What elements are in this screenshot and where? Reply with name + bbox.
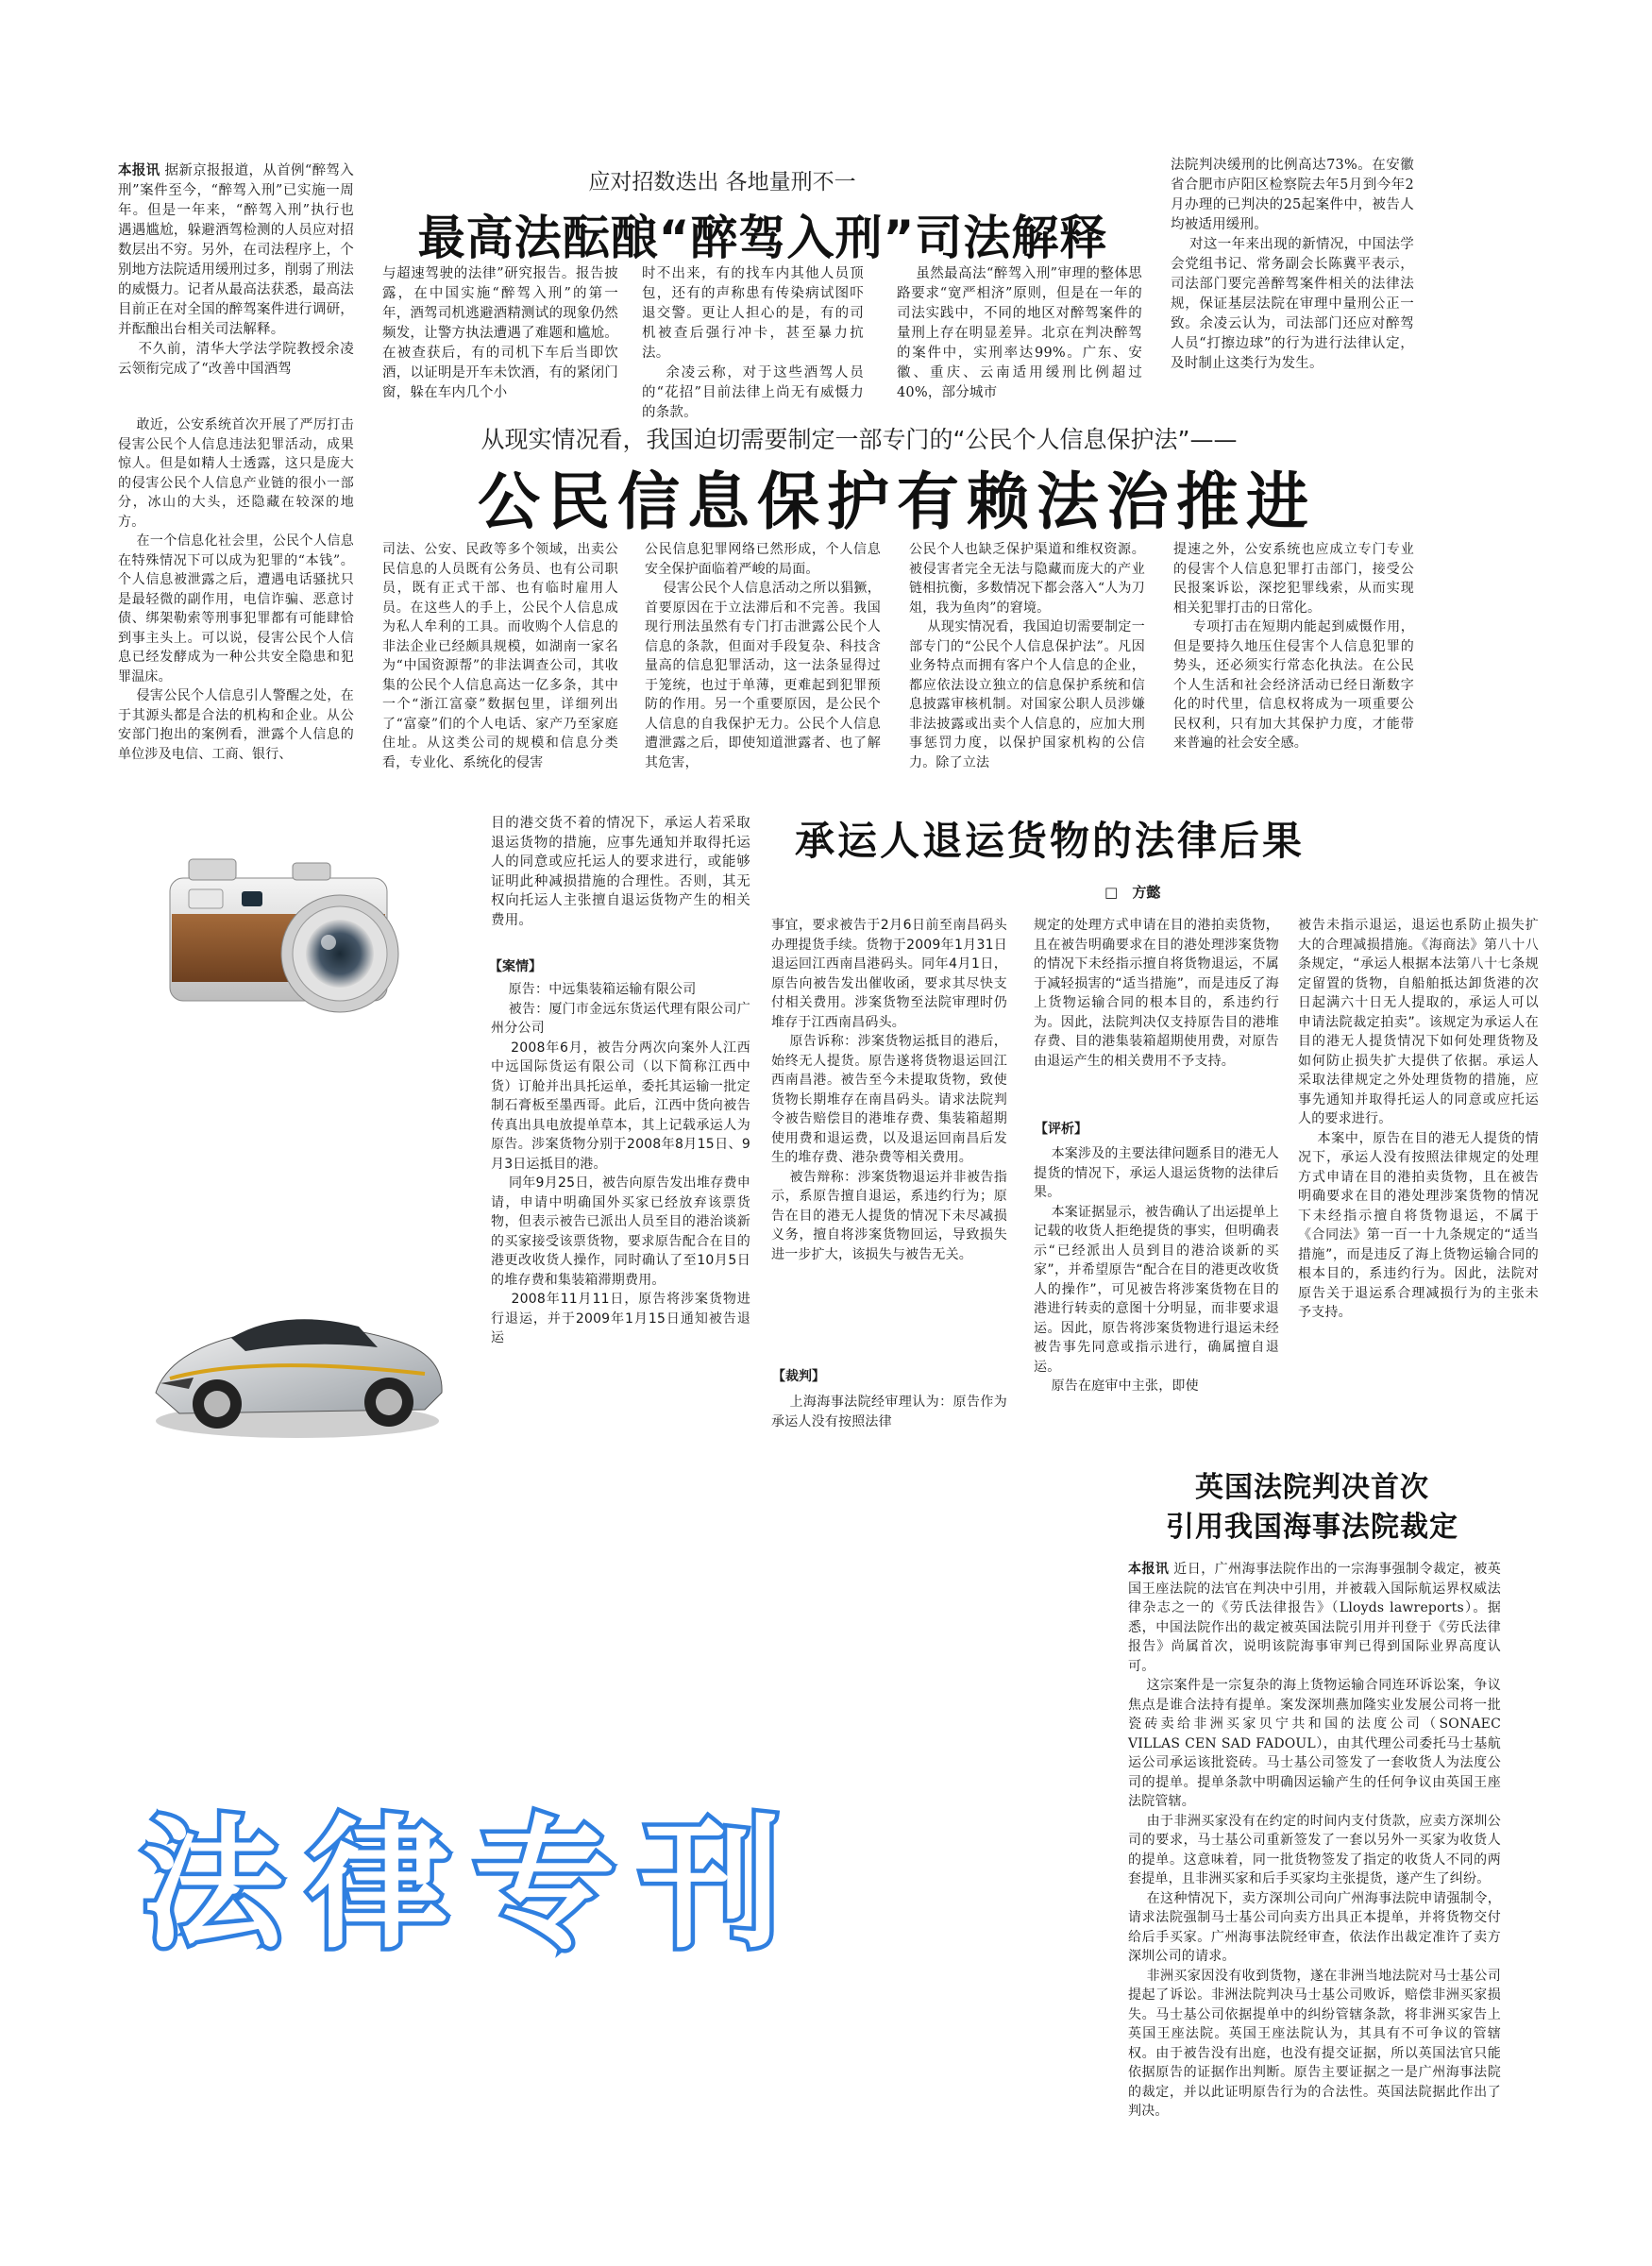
article3-headline: 承运人退运货物的法律后果 [795, 818, 1306, 864]
article1-col1-text: 据新京报报道，从首例“醉驾入刑”案件至今，“醉驾入刑”已实施一周年。但是一年来，“醉驾入刑”执行也遇遇尴尬，躲避酒驾检测的人员应对招数层出不穷。另外，在司法程序上，个别地方法院适用缓刑过多，削弱了刑法的威慑力。记者从最高法获悉，最高法目前正在对全国的醉驾案件进行调研，并酝酿出台相关司法解释。 不久前，清华大学法学院教授余凌云领衔完成了“改善中国酒驾 [118, 163, 355, 377]
article1-col5: 法院判决缓刑的比例高达73%。在安徽省合肥市庐阳区检察院去年5月到今年2月办理的已判决的25起案件中，被告人均被适用缓刑。 对这一年来出现的新情况，中国法学会党组书记、常务副会长陈冀平表示，司法部门要完善醉驾案件相关的法律法规，保证基层法院在审理中量刑公正一致。余凌云认为，司法部门还应对醉驾人员“打擦边球”的行为进行法律认定，及时制止这类行为发生。 [1171, 158, 1414, 371]
article4-headline-line2: 引用我国海事法院裁定 [1166, 1511, 1458, 1544]
article1-kicker: 应对招数迭出 各地量刑不一 [588, 170, 856, 194]
article2-col1: 敢近，公安系统首次开展了严厉打击侵害公民个人信息违法犯罪活动，成果惊人。但是如精人士透露，这只是庞大的侵害公民个人信息产业链的很小一部分，冰山的大头，还隐藏在较深的地方。 在一个信息化社会里，公民个人信息在特殊情况下可以成为犯罪的“本钱”。个人信息被泄露之后，遭遇电话骚扰只是最轻微的副作用，电信诈骗、恶意讨债、绑架勒索等刑事犯罪都有可能肆恰到事主头上。可以说，侵害公民个人信息已经发酵成为一种公共安全隐患和犯罪温床。 侵害公民个人信息引人警醒之处，在于其源头都是合法的机构和企业。从公安部门抱出的案例看，泄露个人信息的单位涉及电信、工商、银行、 [118, 417, 354, 762]
article3-byline-name: 方懿 [1132, 884, 1161, 901]
article3-col3b: 本案涉及的主要法律问题系目的港无人提货的情况下，承运人退运货物的法律后果。 本案证据显示，被告确认了出运提单上记载的收货人拒绝提货的事实，但明确表示“已经派出人员到目的港洽谈新的买家”，并希望原告“配合在目的港更改收货人的操作”，可见被告将涉案货物在目的港进行转卖的意图十分明显，而非要求退运。因此，原告将涉案货物进行退运未经被告事先同意或指示进行，确属擅自退运。 原告在庭审中主张，即使 [1034, 1146, 1280, 1394]
article2-col4: 公民个人也缺乏保护渠道和维权资源。被侵害者完全无法与隐藏而庞大的产业链相抗衡，多数情况下都会落入“人为刀俎，我为鱼肉”的窘境。 从现实情况看，我国迫切需要制定一部专门的“公民个人信息保护法”。凡因业务特点而拥有客户个人信息的企业，都应依法设立独立的信息保护系统和信息披露审核机制。对国家公职人员涉嫌非法披露或出卖个人信息的，应加大刑事惩罚力度，以保护国家机构的公信力。除了立法 [909, 542, 1145, 770]
article3-col3: 规定的处理方式申请在目的港拍卖货物，且在被告明确要求在目的港处理涉案货物的情况下未经指示擅自将货物退运，不属于减轻损害的“适当措施”，而是违反了海上货物运输合同的根本目的，系违约行为。因此，法院判决仅支持原告目的港堆存费、目的港集装箱超期使用费，对原告由退运产生的相关费用不予支持。 [1034, 918, 1279, 1069]
article1-col1 [118, 161, 354, 408]
article4-body-text: 近日，广州海事法院作出的一宗海事强制令裁定，被英国王座法院的法官在判决中引用，并被载入国际航运界权威法律杂志之一的《劳氏法律报告》（Lloyds lawreports）。据悉，中国法院作出的裁定被英国法院引用并刊登于《劳氏法律报告》尚属首次，说明该院海事审判已得到国际业界高度认可。 这宗案件是一宗复杂的海上货物运输合同连环诉讼案，争议焦点是谁合法持有提单。案发深圳燕加隆实业发展公司将一批瓷砖卖给非洲买家贝宁共和国的法度公司（SONAEC VILLAS CEN SAD FADOUL），由其代理公司委托马士基航运公司承运该批瓷砖。马士基公司签发了一套收货人为法度公司的提单。提单条款中明确因运输产生的任何争议由英国王座法院管辖。 由于非洲买家没有在约定的时间内支付货款，应卖方深圳公司的要求，马士基公司重新签发了一套以另外一买家为收货人的提单。这意味着，同一批货物签发了指定的收货人不同的两套提单，且非洲买家和后手买家均主张提货，遂产生了纠纷。 在这种情况下，卖方深圳公司向广州海事法院申请强制令，请求法院强制马士基公司向卖方出具正本提单，并将货物交付给后手买家。广州海事法院经审查，依法作出裁定准许了卖方深圳公司的请求。 非洲买家因没有收到货物，遂在非洲当地法院对马士基公司提起了诉讼。非洲法院判决马士基公司败诉，赔偿非洲买家损失。马士基公司依据提单中的纠纷管辖条款，将非洲买家告上英国王座法院。英国王座法院认为，其具有不可争议的管辖权。由于被告没有出庭，也没有提交证据，所以英国法官只能依据原告的证据作出判断。原告主要证据之一是广州海事法院的裁定，并以此证明原告行为的合法性。英国法院据此作出了判决。 [1128, 1562, 1501, 2119]
article3-byline [1104, 882, 1160, 902]
article2-kicker: 从现实情况看，我国迫切需要制定一部专门的“公民个人信息保护法”—— [480, 426, 1238, 453]
camera-photo [151, 831, 434, 1034]
article3-tag-case: 【案情】 [489, 959, 542, 974]
article2-col2: 司法、公安、民政等多个领域，出卖公民信息的人员既有公务员、也有公司职员，既有正式干部、也有临时雇用人员。在这些人的手上，公民个人信息成为私人牟利的工具。而收购个人信息的非法企业已经颇具规模，如湖南一家名为“中国资源帮”的非法调查公司，其收集的公民个人信息高达一亿多条，其中一个“浙江富豪”数据包里，详细列出了“富豪”们的个人电话、家产乃至家庭住址。从这类公司的规模和信息分类看，专业化、系统化的侵害 [382, 542, 618, 770]
article2-headline: 公民信息保护有赖法治推进 [478, 465, 1316, 538]
car-photo [142, 1260, 453, 1449]
article1-lead-tag: 本报讯 [118, 162, 160, 178]
article3-tag-comment: 【评析】 [1035, 1122, 1087, 1137]
article1-col3: 时不出来，有的找车内其他人员顶包，还有的声称患有传染病试图吓退交警。更让人担心的是，有的司机被查后强行冲卡，甚至暴力抗法。 余凌云称，对于这些酒驾人员的“花招”目前法律上尚无有威慑力的条款。 [642, 266, 864, 420]
article3-col1: 原告：中远集装箱运输有限公司 被告：厦门市金远东货运代理有限公司广州分公司 2008年6月，被告分两次向案外人江西中远国际货运有限公司（以下简称江西中货）订舱并出具托运单，委托其运输一批定制石膏板至墨西哥。此后，江西中货向被告传真出具电放提单草本，其上记载承运人为原告。涉案货物分别于2008年8月15日、9月3日运抵目的港。 同年9月25日，被告向原告发出堆存费申请，申请中明确国外买家已经放弃该票货物，但表示被告已派出人员至目的港治谈新的买家接受该票货物，要求原告配合在目的港更改收货人操作，同时确认了至10月5日的堆存费和集装箱滞期费用。 2008年11月11日，原告将涉案货物进行退运，并于2009年1月15日通知被告退运 [491, 982, 750, 1345]
article1-headline: 最高法酝酿“醉驾入刑”司法解释 [417, 211, 1108, 265]
article3-intro: 目的港交货不着的情况下，承运人若采取退运货物的措施，应事先通知并取得托运人的同意或应托运人的要求进行，或能够证明此种减损措施的合理性。否则，其无权向托运人主张擅自退运货物产生的相关费用。 [491, 816, 750, 928]
legal-column-banner: 法律专刊 [142, 1803, 807, 1968]
article4-lead-tag: 本报讯 [1128, 1562, 1170, 1577]
article4-headline-line1: 英国法院判决首次 [1195, 1471, 1429, 1504]
article2-col3: 公民信息犯罪网络已然形成，个人信息安全保护面临着严峻的局面。 侵害公民个人信息活动之所以猖獗，首要原因在于立法滞后和不完善。我国现行刑法虽然有专门打击泄露公民个人信息的条款，但面对手段复杂、科技含量高的信息犯罪活动，这一法条显得过于笼统，也过于单薄，更难起到犯罪预防的作用。另一个重要原因，是公民个人信息的自我保护无力。公民个人信息遭泄露之后，即使知道泄露者、也了解其危害， [645, 542, 881, 770]
article1-col2: 与超速驾驶的法律”研究报告。报告披露，在中国实施“醉驾入刑”的第一年，酒驾司机逃避酒精测试的现象仍然频发，让警方执法遭遇了难题和尴尬。在被查获后，有的司机下车后当即饮酒，以证明是开车未饮酒，有的紧闭门窗，躲在车内几个小 [382, 266, 618, 400]
article2-col5: 提速之外，公安系统也应成立专门专业的侵害个人信息犯罪打击部门，接受公民报案诉讼，深挖犯罪线索，从而实现相关犯罪打击的日常化。 专项打击在短期内能起到威慑作用，但是要持久地压住侵害个人信息犯罪的势头，还必须实行常态化执法。在公民个人生活和社会经济活动已经日渐数字化的时代里，信息权将成为一项重要公民权利，只有加大其保护力度，才能带来普遍的社会安全感。 [1173, 542, 1414, 751]
article3-col2b: 上海海事法院经审理认为：原告作为承运人没有按照法律 [771, 1395, 1007, 1429]
article3-tag-judge: 【裁判】 [772, 1369, 825, 1384]
article1-col4: 虽然最高法“醉驾入刑”审理的整体思路要求“宽严相济”原则，但是在一年的司法实践中，不同的地区对醉驾案件的量刑上存在明显差异。北京在判决醉驾的案件中，实刑率达99%。广东、安徽、重庆、云南适用缓刑比例超过40%，部分城市 [897, 266, 1142, 400]
byline-square-icon: □ [1104, 884, 1119, 901]
article4-body [1128, 1560, 1501, 2126]
article3-col4: 被告未指示退运，退运也系防止损失扩大的合理减损措施。《海商法》第八十八条规定，“承运人根据本法第八十七条规定留置的货物，自船舶抵达卸货港的次日起满六十日无人提取的，承运人可以申请法院裁定拍卖”。该规定为承运人在目的港无人提货情况下如何处理货物及如何防止损失扩大提供了依据。承运人采取法律规定之外处理货物的措施，应事先通知并取得托运人的同意或应托运人的要求进行。 本案中，原告在目的港无人提货的情况下，承运人没有按照法律规定的处理方式申请在目的港拍卖货物，且在被告明确要求在目的港处理涉案货物的情况下未经指示擅自将货物退运，不属于《合同法》第一百一十九条规定的“适当措施”，而是违反了海上货物运输合同的根本目的，系违约行为。因此，法院对原告关于退运系合理减损行为的主张未予支持。 [1298, 918, 1539, 1320]
article3-col2: 事宜，要求被告于2月6日前至南昌码头办理提货手续。货物于2009年1月31日退运回江西南昌港码头。同年4月1日，原告向被告发出催收函，要求其尽快支付相关费用。涉案货物至法院审理时仍堆存于江西南昌码头。 原告诉称：涉案货物运抵目的港后，始终无人提货。原告遂将货物退运回江西南昌港。被告至今未提取货物，致使货物长期堆存在南昌码头。请求法院判令被告赔偿目的港堆存费、集装箱超期使用费和退运费，以及退运回南昌后发生的堆存费、港杂费等相关费用。 被告辩称：涉案货物退运并非被告指示，系原告擅自退运，系违约行为；原告在目的港无人提货的情况下未尽减损义务，擅自将涉案货物回运，导致损失进一步扩大，该损失与被告无关。 [771, 918, 1007, 1262]
